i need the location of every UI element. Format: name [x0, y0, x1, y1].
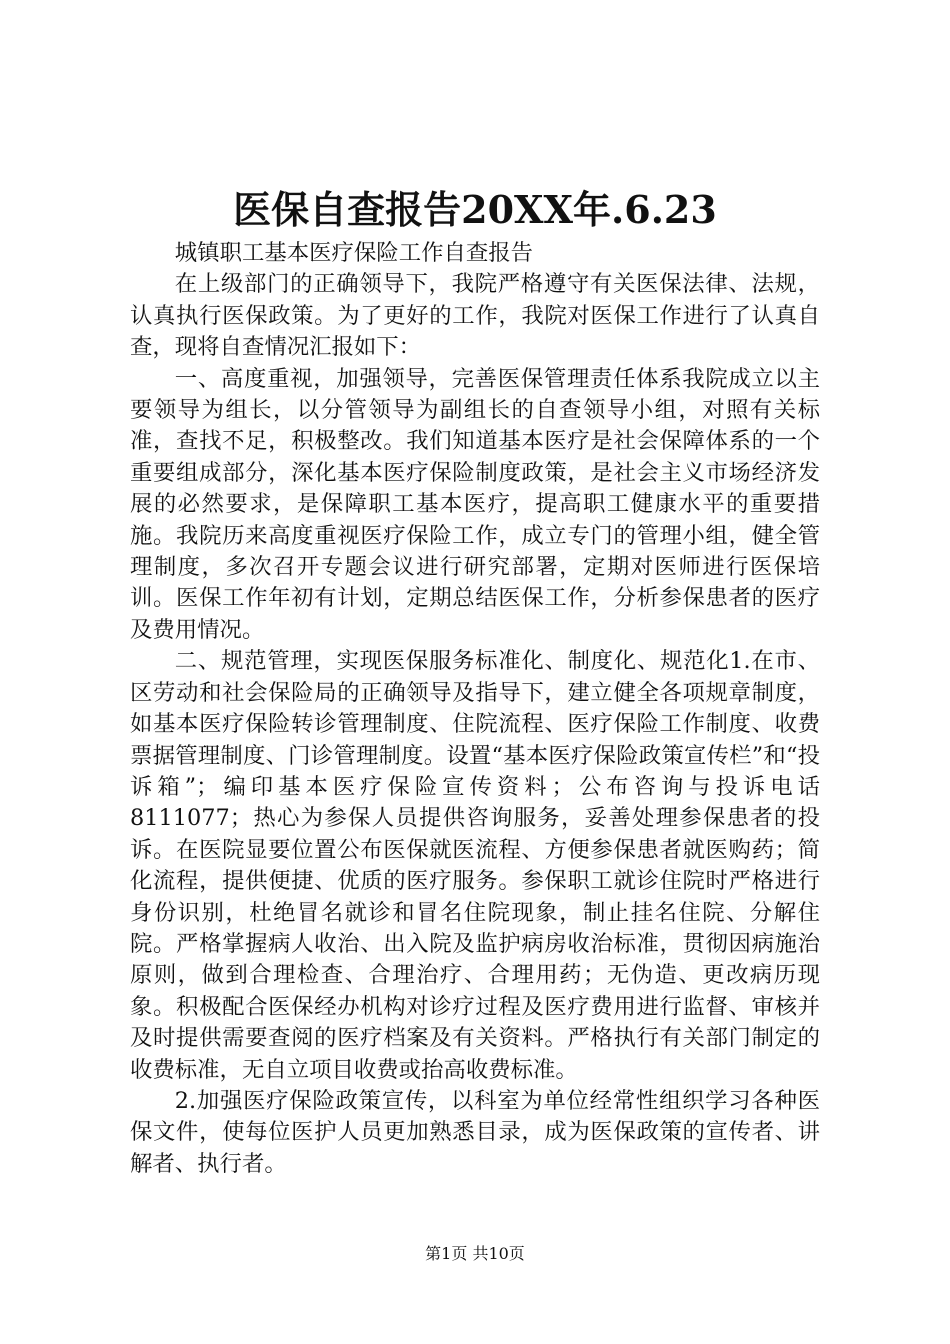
- paragraph-subtitle: 城镇职工基本医疗保险工作自查报告: [174, 240, 534, 266]
- paragraph-intro: 在上级部门的正确领导下，我院严格遵守有关医保法律、法规，认真执行医保政策。为了更好的工作，我院对医保工作进行了认真自查，现将自查情况汇报如下：: [130, 271, 820, 361]
- paragraph-section-two: 二、规范管理，实现医保服务标准化、制度化、规范化1.在市、区劳动和社会保险局的正确领导及指导下，建立健全各项规章制度，如基本医疗保险转诊管理制度、住院流程、医疗保险工作制度、收费票据管理制度、门诊管理制度。设置“基本医疗保险政策宣传栏”和“投诉箱”；编印基本医疗保险宣传资料；公布咨询与投诉电话8111077；热心为参保人员提供咨询服务，妥善处理参保患者的投诉。在医院显要位置公布医保就医流程、方便参保患者就医购药；简化流程，提供便捷、优质的医疗服务。参保职工就诊住院时严格进行身份识别，杜绝冒名就诊和冒名住院现象，制止挂名住院、分解住院。严格掌握病人收治、出入院及监护病房收治标准，贯彻因病施治原则，做到合理检查、合理治疗、合理用药；无伪造、更改病历现象。积极配合医保经办机构对诊疗过程及医疗费用进行监督、审核并及时提供需要查阅的医疗档案及有关资料。严格执行有关部门制定的收费标准，无自立项目收费或抬高收费标准。: [130, 648, 820, 1083]
- document-title: 医保自查报告20XX年.6.23: [233, 187, 717, 232]
- paragraph-section-one: 一、高度重视，加强领导，完善医保管理责任体系我院成立以主要领导为组长，以分管领导为副组长的自查领导小组，对照有关标准，查找不足，积极整改。我们知道基本医疗是社会保障体系的一个重要组成部分，深化基本医疗保险制度政策，是社会主义市场经济发展的必然要求，是保障职工基本医疗，提高职工健康水平的重要措施。我院历来高度重视医疗保险工作，成立专门的管理小组，健全管理制度，多次召开专题会议进行研究部署，定期对医师进行医保培训。医保工作年初有计划，定期总结医保工作，分析参保患者的医疗及费用情况。: [130, 365, 820, 643]
- document-body: [130, 238, 820, 1180]
- page-number-footer: 第1页 共10页: [425, 1244, 525, 1263]
- paragraph-item-two: 2.加强医疗保险政策宣传，以科室为单位经常性组织学习各种医保文件，使每位医护人员更加熟悉目录，成为医保政策的宣传者、讲解者、执行者。: [130, 1087, 820, 1177]
